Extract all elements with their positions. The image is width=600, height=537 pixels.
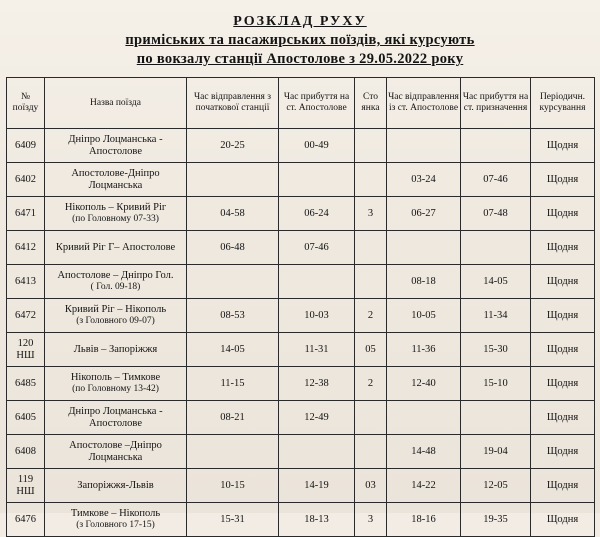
cell-train-number: 6413 bbox=[7, 265, 45, 299]
cell-arrival-destination: 15-10 bbox=[461, 367, 531, 401]
cell-frequency: Щодня bbox=[531, 333, 595, 367]
cell-arrival-apostolove: 11-31 bbox=[279, 333, 355, 367]
cell-departure-apostolove bbox=[387, 231, 461, 265]
train-name-main: Нікополь – Кривий Ріг bbox=[64, 202, 167, 213]
cell-train-number: 6485 bbox=[7, 367, 45, 401]
column-header-departure-origin: Час відправлення з початкової станції bbox=[187, 78, 279, 129]
table-row bbox=[7, 231, 595, 265]
cell-arrival-destination: 19-04 bbox=[461, 435, 531, 469]
cell-frequency: Щодня bbox=[531, 129, 595, 163]
table-row bbox=[7, 401, 595, 435]
train-name-note: (з Головного 09-07) bbox=[76, 316, 155, 326]
cell-train-name bbox=[45, 333, 187, 367]
table-row bbox=[7, 503, 595, 537]
cell-train-number: 6472 bbox=[7, 299, 45, 333]
table-row bbox=[7, 299, 595, 333]
cell-arrival-destination: 07-48 bbox=[461, 197, 531, 231]
cell-arrival-destination bbox=[461, 231, 531, 265]
cell-train-name bbox=[45, 401, 187, 435]
cell-stop bbox=[355, 265, 387, 299]
train-name-note: (з Головного 17-15) bbox=[76, 520, 155, 530]
cell-arrival-destination: 14-05 bbox=[461, 265, 531, 299]
cell-arrival-destination: 07-46 bbox=[461, 163, 531, 197]
cell-train-number: 6412 bbox=[7, 231, 45, 265]
table-row bbox=[7, 435, 595, 469]
column-header-arrival-apostolove: Час прибуття на ст. Апостолове bbox=[279, 78, 355, 129]
cell-departure-apostolove: 14-22 bbox=[387, 469, 461, 503]
table-row bbox=[7, 163, 595, 197]
cell-arrival-apostolove: 14-19 bbox=[279, 469, 355, 503]
poster-title bbox=[6, 12, 594, 69]
cell-frequency: Щодня bbox=[531, 435, 595, 469]
table-row bbox=[7, 129, 595, 163]
title-line-1: РОЗКЛАД РУХУ bbox=[233, 14, 367, 29]
cell-departure-origin: 11-15 bbox=[187, 367, 279, 401]
cell-frequency: Щодня bbox=[531, 197, 595, 231]
train-name-main: Тимкове – Нікополь bbox=[70, 508, 161, 519]
cell-departure-origin: 10-15 bbox=[187, 469, 279, 503]
title-line-2: приміських та пасажирських поїздів, які курсують bbox=[125, 32, 475, 48]
column-header-train-number: № поїзду bbox=[7, 78, 45, 129]
cell-departure-apostolove bbox=[387, 129, 461, 163]
cell-train-number: 120 НШ bbox=[7, 333, 45, 367]
cell-train-number: 6402 bbox=[7, 163, 45, 197]
train-name-main: Дніпро Лоцманська - Апостолове bbox=[68, 405, 163, 429]
cell-frequency: Щодня bbox=[531, 367, 595, 401]
train-name-main: Апостолове – Дніпро Гол. bbox=[57, 270, 174, 281]
cell-departure-origin: 06-48 bbox=[187, 231, 279, 265]
cell-train-name bbox=[45, 129, 187, 163]
cell-departure-origin: 04-58 bbox=[187, 197, 279, 231]
train-name-note: (по Головному 13-42) bbox=[72, 384, 159, 394]
train-name-main: Львів – Запоріжжя bbox=[73, 343, 158, 355]
cell-train-number: 6476 bbox=[7, 503, 45, 537]
train-name-main: Дніпро Лоцманська - Апостолове bbox=[68, 133, 163, 157]
cell-stop bbox=[355, 163, 387, 197]
cell-arrival-destination: 19-35 bbox=[461, 503, 531, 537]
cell-frequency: Щодня bbox=[531, 299, 595, 333]
cell-arrival-apostolove bbox=[279, 435, 355, 469]
table-row bbox=[7, 367, 595, 401]
cell-stop bbox=[355, 401, 387, 435]
cell-stop: 3 bbox=[355, 503, 387, 537]
cell-train-name bbox=[45, 299, 187, 333]
cell-departure-apostolove: 14-48 bbox=[387, 435, 461, 469]
cell-departure-origin: 08-21 bbox=[187, 401, 279, 435]
cell-arrival-apostolove bbox=[279, 265, 355, 299]
cell-train-name bbox=[45, 503, 187, 537]
train-name-main: Запоріжжя-Львів bbox=[77, 479, 154, 491]
cell-arrival-apostolove: 07-46 bbox=[279, 231, 355, 265]
cell-train-number: 6408 bbox=[7, 435, 45, 469]
cell-train-name bbox=[45, 197, 187, 231]
cell-train-number: 6405 bbox=[7, 401, 45, 435]
train-name-main: Нікополь – Тимкове bbox=[70, 372, 161, 383]
cell-frequency: Щодня bbox=[531, 265, 595, 299]
cell-departure-origin bbox=[187, 265, 279, 299]
column-header-departure-apostolove: Час відправлення із ст. Апостолове bbox=[387, 78, 461, 129]
cell-departure-apostolove: 12-40 bbox=[387, 367, 461, 401]
cell-stop bbox=[355, 231, 387, 265]
train-name-main: Апостолове –Дніпро Лоцманська bbox=[69, 439, 162, 463]
cell-arrival-apostolove: 12-49 bbox=[279, 401, 355, 435]
cell-departure-origin: 20-25 bbox=[187, 129, 279, 163]
cell-arrival-apostolove: 00-49 bbox=[279, 129, 355, 163]
train-name-note: ( Гол. 09-18) bbox=[90, 282, 141, 292]
table-row bbox=[7, 469, 595, 503]
cell-stop: 05 bbox=[355, 333, 387, 367]
cell-train-number: 6471 bbox=[7, 197, 45, 231]
column-header-stop: Сто янка bbox=[355, 78, 387, 129]
cell-departure-origin: 08-53 bbox=[187, 299, 279, 333]
column-header-train-name: Назва поїзда bbox=[45, 78, 187, 129]
train-name-main: Апостолове-Дніпро Лоцманська bbox=[71, 167, 160, 191]
cell-arrival-apostolove: 12-38 bbox=[279, 367, 355, 401]
table-header-row bbox=[7, 78, 595, 129]
cell-stop bbox=[355, 435, 387, 469]
cell-train-number: 119 НШ bbox=[7, 469, 45, 503]
cell-departure-apostolove bbox=[387, 401, 461, 435]
cell-train-name bbox=[45, 231, 187, 265]
cell-departure-apostolove: 10-05 bbox=[387, 299, 461, 333]
cell-frequency: Щодня bbox=[531, 469, 595, 503]
cell-train-number: 6409 bbox=[7, 129, 45, 163]
cell-arrival-apostolove bbox=[279, 163, 355, 197]
cell-arrival-destination: 15-30 bbox=[461, 333, 531, 367]
cell-train-name bbox=[45, 265, 187, 299]
cell-departure-apostolove: 06-27 bbox=[387, 197, 461, 231]
cell-stop: 3 bbox=[355, 197, 387, 231]
cell-train-name bbox=[45, 469, 187, 503]
cell-departure-apostolove: 11-36 bbox=[387, 333, 461, 367]
cell-departure-origin: 15-31 bbox=[187, 503, 279, 537]
cell-arrival-apostolove: 18-13 bbox=[279, 503, 355, 537]
cell-arrival-destination bbox=[461, 129, 531, 163]
cell-departure-origin: 14-05 bbox=[187, 333, 279, 367]
cell-arrival-apostolove: 10-03 bbox=[279, 299, 355, 333]
cell-departure-apostolove: 18-16 bbox=[387, 503, 461, 537]
cell-stop bbox=[355, 129, 387, 163]
cell-departure-apostolove: 03-24 bbox=[387, 163, 461, 197]
table-row bbox=[7, 197, 595, 231]
cell-stop: 03 bbox=[355, 469, 387, 503]
cell-frequency: Щодня bbox=[531, 163, 595, 197]
title-line-3: по вокзалу станції Апостолове з 29.05.2022 року bbox=[136, 51, 464, 67]
cell-arrival-destination: 12-05 bbox=[461, 469, 531, 503]
column-header-arrival-destination: Час прибуття на ст. призначення bbox=[461, 78, 531, 129]
cell-arrival-apostolove: 06-24 bbox=[279, 197, 355, 231]
cell-frequency: Щодня bbox=[531, 231, 595, 265]
table-row bbox=[7, 265, 595, 299]
cell-stop: 2 bbox=[355, 299, 387, 333]
cell-frequency: Щодня bbox=[531, 401, 595, 435]
cell-train-name bbox=[45, 163, 187, 197]
cell-departure-apostolove: 08-18 bbox=[387, 265, 461, 299]
train-name-main: Кривий Ріг – Нікополь bbox=[64, 304, 167, 315]
cell-train-name bbox=[45, 367, 187, 401]
schedule-table bbox=[6, 77, 595, 537]
cell-arrival-destination bbox=[461, 401, 531, 435]
cell-train-name bbox=[45, 435, 187, 469]
table-body bbox=[7, 129, 595, 537]
cell-departure-origin bbox=[187, 163, 279, 197]
cell-arrival-destination: 11-34 bbox=[461, 299, 531, 333]
cell-frequency: Щодня bbox=[531, 503, 595, 537]
cell-departure-origin bbox=[187, 435, 279, 469]
column-header-frequency: Періодичн. курсування bbox=[531, 78, 595, 129]
train-name-main: Кривий Ріг Г– Апостолове bbox=[55, 241, 176, 253]
table-row bbox=[7, 333, 595, 367]
train-name-note: (по Головному 07-33) bbox=[72, 214, 159, 224]
cell-stop: 2 bbox=[355, 367, 387, 401]
